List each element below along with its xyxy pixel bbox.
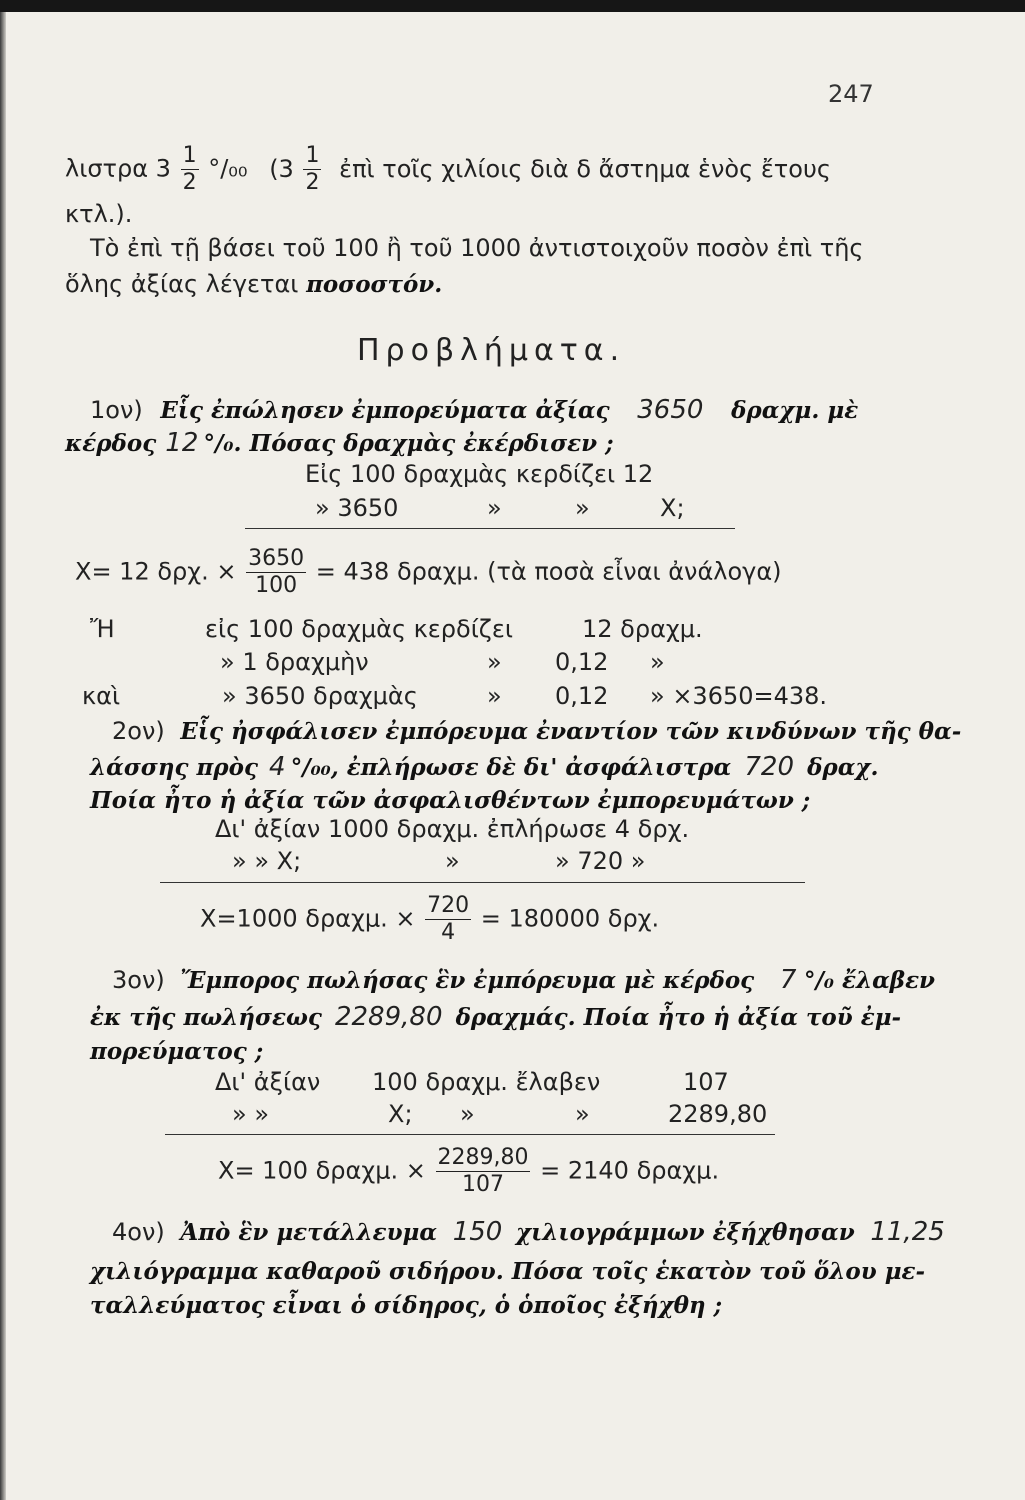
- problem-2-line-3: Ποία ἦτο ἡ ἀξία τῶν ἀσφαλισθέντων ἐμπορευμάτων ;: [90, 787, 811, 814]
- alt-line-2d: »: [650, 648, 665, 676]
- text: ὅλης ἀξίας λέγεται: [65, 270, 299, 298]
- text-bold: ἐκ τῆς πωλήσεως: [90, 1004, 322, 1031]
- text-bold: δραχμάς. Ποία ἦτο ἡ ἀξία τοῦ ἐμ-: [455, 1004, 902, 1031]
- term-bold: ποσοστόν.: [306, 271, 443, 298]
- problem-1-equation: [75, 548, 782, 597]
- number: 3650: [637, 395, 704, 425]
- numerator: 1: [182, 143, 197, 168]
- problem-3-ratio-2b: Χ;: [388, 1100, 413, 1128]
- problem-2-equation: [200, 895, 659, 944]
- text-bold: κέρδος: [65, 430, 157, 457]
- number: 11,25: [870, 1217, 945, 1247]
- text-bold: λάσσης πρὸς: [90, 754, 258, 781]
- text-bold: Εἷς ἠσφάλισεν ἐμπόρευμα ἐναντίον τῶν κινδύνων τῆς θα-: [180, 718, 962, 745]
- number: 720: [744, 752, 794, 782]
- numerator: 1: [305, 143, 320, 168]
- text: = 438 δραχμ. (τὰ ποσὰ εἶναι ἀνάλογα): [315, 557, 782, 586]
- problem-3-line-1: [112, 965, 935, 995]
- text: Χ=1000 δραχμ. ×: [200, 904, 416, 933]
- text-bold: Εἷς ἐπώλησεν ἐμπορεύματα ἀξίας: [160, 397, 610, 424]
- problem-1-ratio-2b: »: [487, 494, 502, 522]
- text-bold: δραχμ. μὲ: [731, 397, 859, 424]
- problem-3-line-3: πορεύματος ;: [90, 1038, 264, 1065]
- problem-3-ratio-2e: 2289,80: [668, 1100, 768, 1128]
- problem-4-line-3: ταλλεύματος εἶναι ὁ σίδηρος, ὁ ὁποῖος ἐξήχθη ;: [90, 1292, 723, 1319]
- fraction: [303, 145, 321, 194]
- alt-line-3d: 0,12: [555, 682, 609, 710]
- problem-1-line-2: [65, 428, 614, 458]
- number: 7: [779, 965, 797, 995]
- page-number: 247: [828, 80, 874, 108]
- intro-line-2: κτλ.).: [65, 200, 133, 228]
- fraction: [181, 145, 199, 194]
- text-bold: °/₀₀, ἐπλήρωσε δὲ δι' ἀσφάλιστρα: [290, 754, 732, 781]
- text: = 180000 δρχ.: [480, 904, 660, 933]
- text: (3: [269, 154, 294, 183]
- problem-2-ratio-1: Δι' ἀξίαν 1000 δραχμ. ἐπλήρωσε 4 δρχ.: [215, 815, 690, 843]
- intro-line-3: Τὸ ἐπὶ τῇ βάσει τοῦ 100 ἢ τοῦ 1000 ἀντιστοιχοῦν ποσὸν ἐπὶ τῆς: [90, 234, 864, 262]
- number: 150: [452, 1217, 503, 1247]
- problem-2-line-1: [112, 717, 961, 745]
- fraction: [425, 895, 471, 944]
- number: 4: [269, 752, 286, 782]
- text-bold: Ἀπὸ ἓν μετάλλευμα: [180, 1219, 438, 1246]
- text-bold: °/₀ ἔλαβεν: [804, 967, 936, 994]
- alt-line-2b: »: [487, 648, 502, 676]
- numerator: 3650: [248, 546, 305, 571]
- problem-2-line-2: [90, 752, 879, 782]
- problem-4-line-1: [112, 1217, 945, 1247]
- text-bold: δραχ.: [807, 754, 879, 781]
- text-bold: χιλιογράμμων ἐξήχθησαν: [516, 1219, 855, 1246]
- text: °/₀₀: [208, 154, 248, 183]
- number: 12: [165, 428, 199, 458]
- alt-line-2a: » 1 δραχμὴν: [220, 648, 369, 676]
- problem-3-equation: [218, 1147, 719, 1196]
- text: Χ= 100 δραχμ. ×: [218, 1156, 426, 1185]
- denominator: 2: [182, 170, 197, 195]
- intro-line-4: [65, 270, 442, 298]
- problem-2-ratio-2a: » » Χ;: [232, 847, 302, 875]
- alt-line-1c: 12 δραχμ.: [582, 615, 703, 643]
- denominator: 100: [255, 573, 298, 598]
- problem-4-line-2: χιλιόγραμμα καθαροῦ σιδήρου. Πόσα τοῖς ἑκατὸν τοῦ ὅλου με-: [90, 1258, 926, 1285]
- alt-line-1a: Ἤ: [90, 615, 115, 643]
- problem-1-ratio-2d: Χ;: [660, 494, 685, 522]
- text: Χ= 12 δρχ. ×: [75, 557, 237, 586]
- text-bold: Ἔμπορος πωλήσας ἓν ἐμπόρευμα μὲ κέρδος: [180, 967, 755, 994]
- denominator: 4: [441, 920, 456, 945]
- problem-1-ratio-1: Εἰς 100 δραχμὰς κερδίζει 12: [305, 460, 654, 488]
- problem-3-ratio-1c: 107: [683, 1068, 729, 1096]
- text: ἐπὶ τοῖς χιλίοις διὰ δ ἄστημα ἑνὸς ἔτους: [339, 154, 831, 183]
- section-heading: Προβλήματα.: [357, 333, 626, 368]
- problem-3-ratio-2a: » »: [232, 1100, 269, 1128]
- problem-3-ratio-1b: 100 δραχμ. ἔλαβεν: [372, 1068, 601, 1096]
- problem-3-rule: [165, 1134, 775, 1135]
- denominator: 107: [461, 1172, 504, 1197]
- text: λιστρα 3: [65, 154, 171, 183]
- problem-label: 2ον): [112, 717, 165, 745]
- problem-1-rule: [245, 528, 735, 529]
- denominator: 2: [305, 170, 320, 195]
- numerator: 2289,80: [437, 1145, 529, 1170]
- scan-top-border: [0, 0, 1025, 12]
- problem-3-ratio-1a: Δι' ἀξίαν: [215, 1068, 321, 1096]
- alt-line-3b: » 3650 δραχμὰς: [222, 682, 418, 710]
- alt-line-3e: » ×3650=438.: [650, 682, 828, 710]
- fraction: [246, 548, 306, 597]
- problem-3-ratio-2c: »: [460, 1100, 475, 1128]
- problem-2-rule: [160, 882, 805, 883]
- problem-1-ratio-2c: »: [575, 494, 590, 522]
- problem-3-line-2: [90, 1002, 901, 1032]
- text: = 2140 δραχμ.: [540, 1156, 720, 1185]
- problem-label: 4ον): [112, 1218, 165, 1246]
- alt-line-3c: »: [487, 682, 502, 710]
- number: 2289,80: [334, 1002, 443, 1032]
- alt-line-1b: εἰς 100 δραχμὰς κερδίζει: [205, 615, 513, 643]
- problem-label: 1ον): [90, 396, 143, 424]
- problem-3-ratio-2d: »: [575, 1100, 590, 1128]
- intro-line-1: [65, 145, 831, 194]
- alt-line-3a: καὶ: [82, 682, 121, 710]
- problem-label: 3ον): [112, 966, 165, 994]
- problem-1-ratio-2a: » 3650: [315, 494, 399, 522]
- problem-2-ratio-2b: »: [445, 847, 460, 875]
- problem-1-line-1: [90, 395, 858, 425]
- alt-line-2c: 0,12: [555, 648, 609, 676]
- problem-2-ratio-2c: » 720 »: [555, 847, 646, 875]
- scan-left-edge: [0, 12, 6, 1500]
- text-bold: °/₀. Πόσας δραχμὰς ἐκέρδισεν ;: [203, 430, 614, 457]
- numerator: 720: [427, 893, 470, 918]
- fraction: [436, 1147, 531, 1196]
